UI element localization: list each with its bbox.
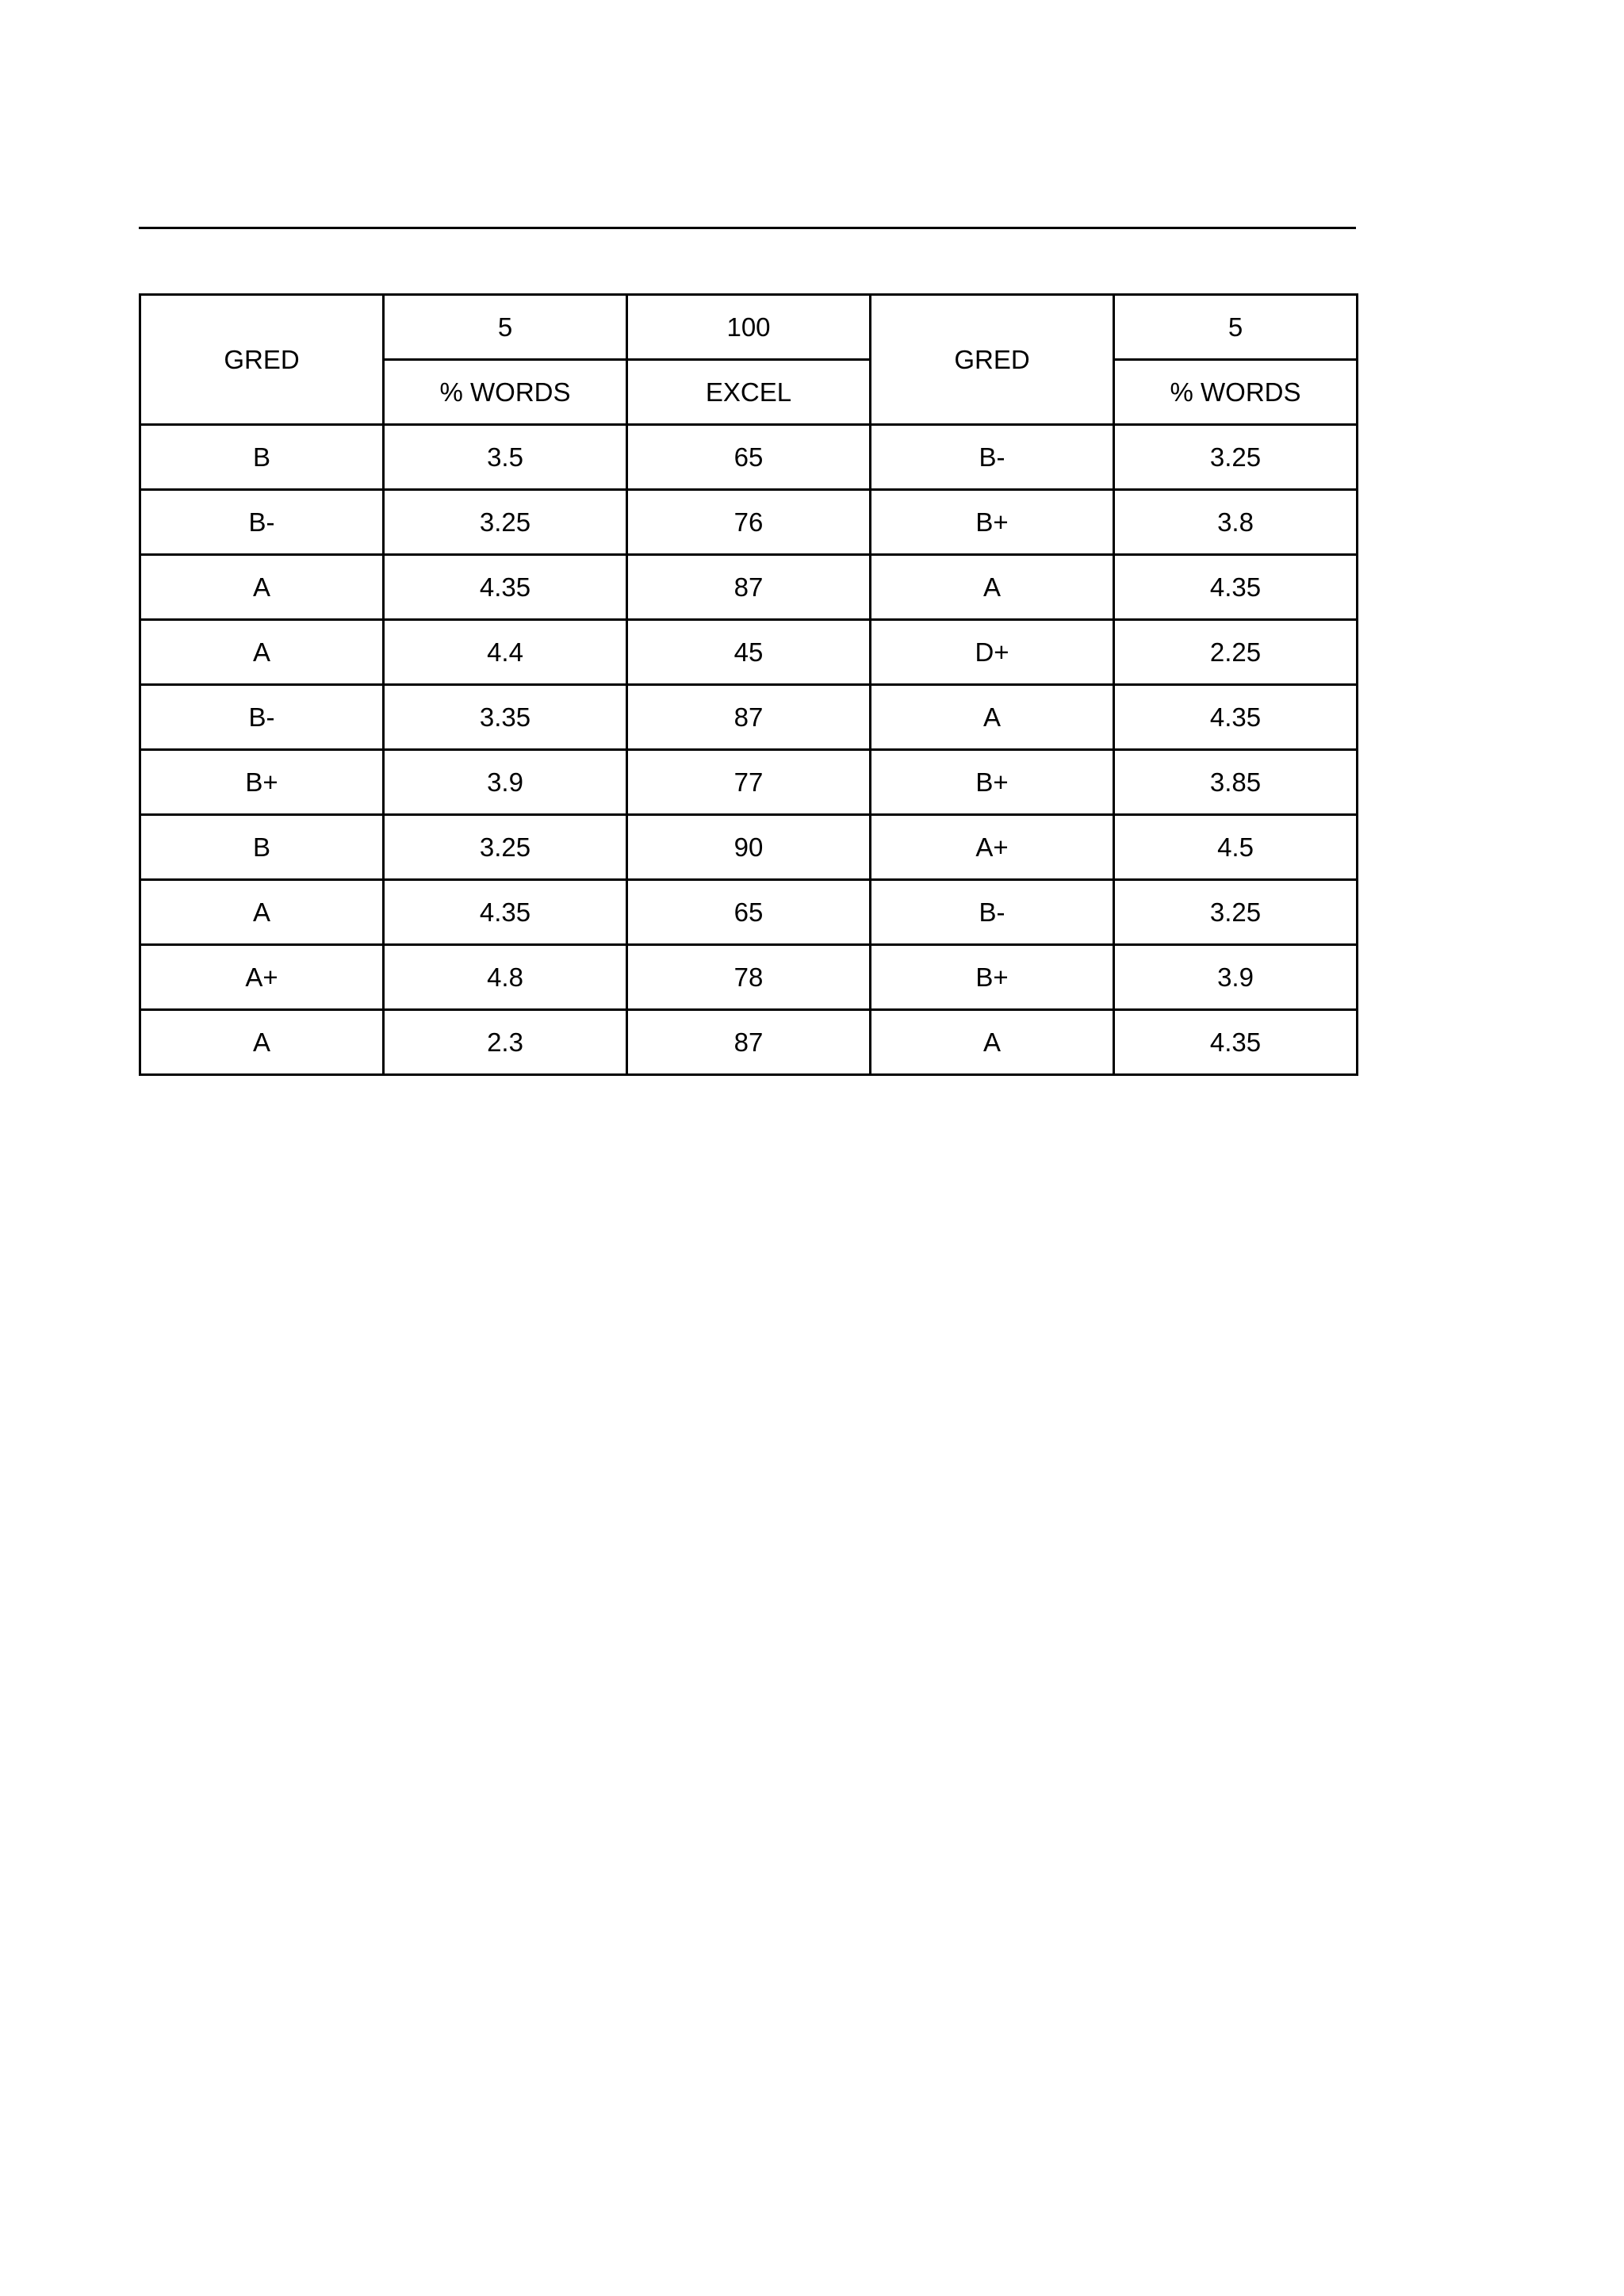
- table-cell: 77: [627, 750, 871, 815]
- table-cell: A: [140, 555, 384, 620]
- header-words-label-2: % WORDS: [1114, 360, 1358, 425]
- header-words-max: 5: [384, 295, 627, 360]
- top-horizontal-rule: [139, 227, 1356, 229]
- table-cell: B-: [871, 880, 1114, 945]
- header-excel-label: EXCEL: [627, 360, 871, 425]
- table-cell: B+: [871, 490, 1114, 555]
- table-cell: A: [871, 555, 1114, 620]
- header-gred-1: GRED: [140, 295, 384, 425]
- table-cell: 4.35: [384, 880, 627, 945]
- table-cell: B-: [140, 685, 384, 750]
- table-cell: 4.35: [1114, 1010, 1358, 1075]
- table-row: [140, 750, 1358, 815]
- table-cell: 78: [627, 945, 871, 1010]
- table-cell: B+: [140, 750, 384, 815]
- table-cell: 4.8: [384, 945, 627, 1010]
- table-cell: A: [140, 620, 384, 685]
- table-cell: 45: [627, 620, 871, 685]
- table-cell: 4.35: [1114, 685, 1358, 750]
- header-row-top: [140, 295, 1358, 360]
- table-cell: A: [140, 880, 384, 945]
- table-cell: 2.25: [1114, 620, 1358, 685]
- table-cell: 3.5: [384, 425, 627, 490]
- table-cell: 3.25: [1114, 880, 1358, 945]
- table-cell: B: [140, 815, 384, 880]
- table-cell: B-: [871, 425, 1114, 490]
- table-cell: 4.4: [384, 620, 627, 685]
- table-cell: B+: [871, 945, 1114, 1010]
- grades-table: [139, 293, 1358, 1076]
- table-cell: 3.85: [1114, 750, 1358, 815]
- table-cell: 76: [627, 490, 871, 555]
- table-row: [140, 685, 1358, 750]
- table-cell: B: [140, 425, 384, 490]
- table-cell: A+: [140, 945, 384, 1010]
- header-words-max-2: 5: [1114, 295, 1358, 360]
- table-row: [140, 945, 1358, 1010]
- table-cell: 87: [627, 685, 871, 750]
- table-cell: 4.35: [1114, 555, 1358, 620]
- table-cell: 3.9: [384, 750, 627, 815]
- table-row: [140, 490, 1358, 555]
- table-cell: 65: [627, 425, 871, 490]
- table-cell: 2.3: [384, 1010, 627, 1075]
- table-row: [140, 880, 1358, 945]
- table-cell: 87: [627, 1010, 871, 1075]
- table-cell: 90: [627, 815, 871, 880]
- table-cell: 3.8: [1114, 490, 1358, 555]
- table-cell: 4.5: [1114, 815, 1358, 880]
- table-cell: 3.9: [1114, 945, 1358, 1010]
- table-cell: 87: [627, 555, 871, 620]
- table-cell: B-: [140, 490, 384, 555]
- table-cell: 3.35: [384, 685, 627, 750]
- table-row: [140, 815, 1358, 880]
- table-row: [140, 1010, 1358, 1075]
- header-words-label: % WORDS: [384, 360, 627, 425]
- table-cell: B+: [871, 750, 1114, 815]
- table-cell: A: [140, 1010, 384, 1075]
- table-cell: 3.25: [384, 815, 627, 880]
- table-cell: A: [871, 685, 1114, 750]
- table-cell: 3.25: [384, 490, 627, 555]
- table-row: [140, 425, 1358, 490]
- table-row: [140, 620, 1358, 685]
- header-excel-max: 100: [627, 295, 871, 360]
- table-row: [140, 555, 1358, 620]
- table-cell: A+: [871, 815, 1114, 880]
- table-cell: D+: [871, 620, 1114, 685]
- header-gred-2: GRED: [871, 295, 1114, 425]
- table-cell: 4.35: [384, 555, 627, 620]
- table-cell: A: [871, 1010, 1114, 1075]
- table-cell: 3.25: [1114, 425, 1358, 490]
- table-cell: 65: [627, 880, 871, 945]
